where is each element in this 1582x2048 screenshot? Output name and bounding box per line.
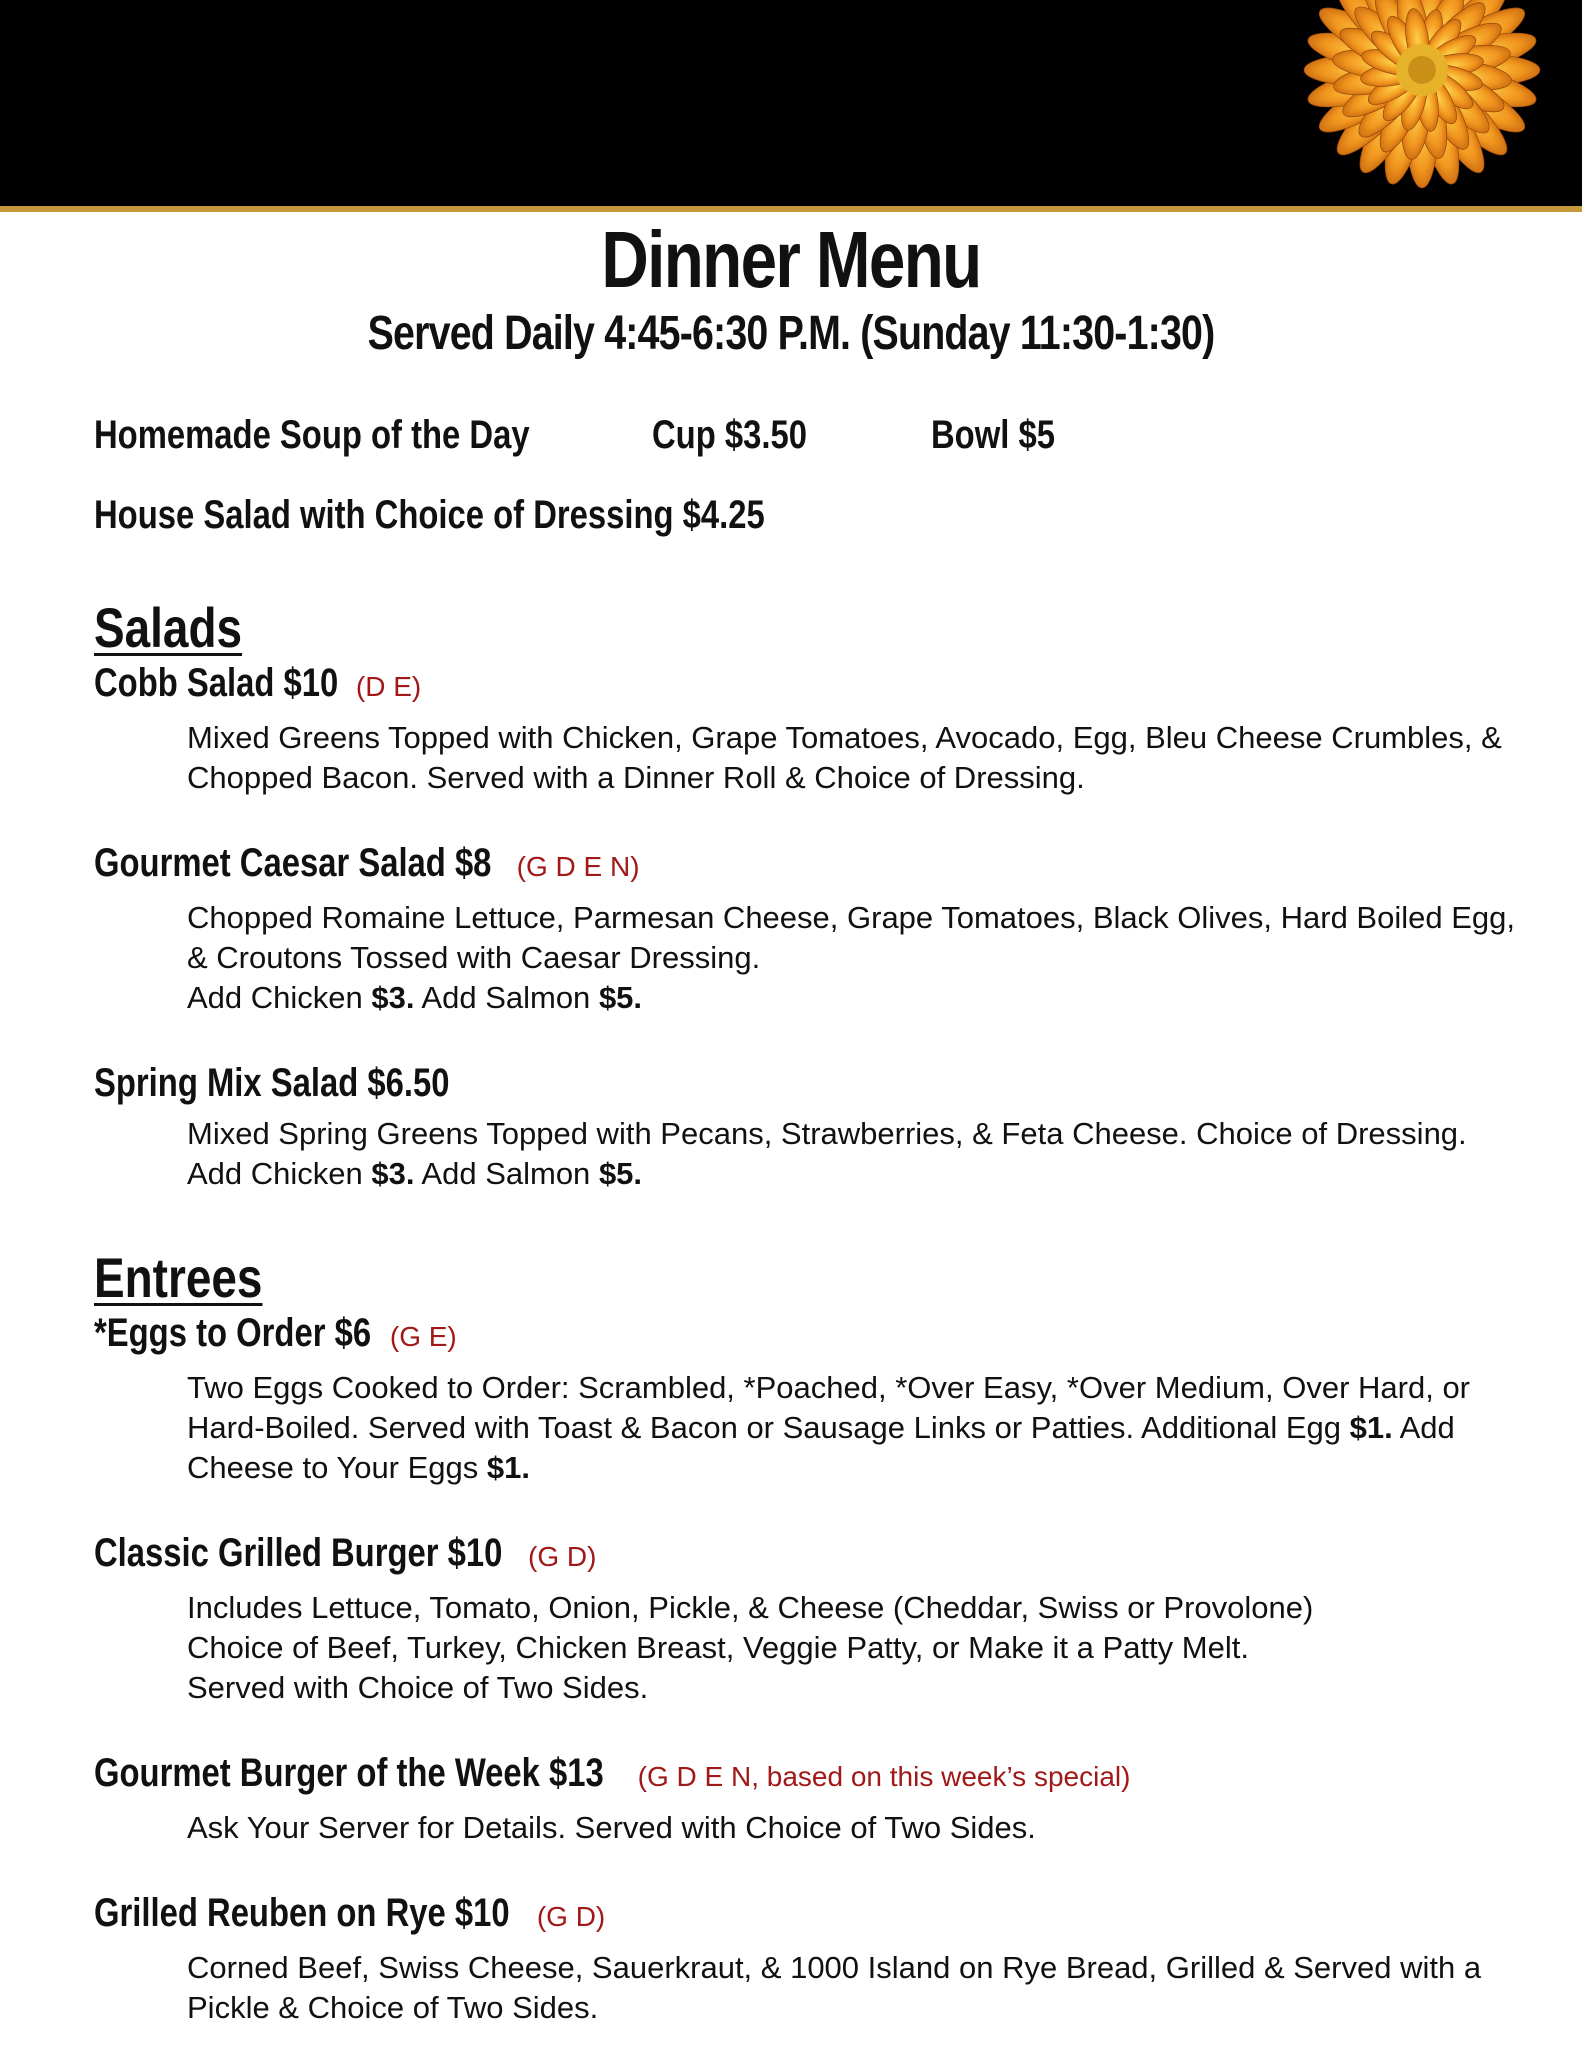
menu-item-classic-burger <box>94 1530 1514 1708</box>
house-salad-line <box>94 490 1514 540</box>
item-name: Gourmet Caesar Salad $8 <box>94 841 492 885</box>
addon-salmon-label: Add Salmon <box>421 980 591 1015</box>
item-allergens: (G D) <box>528 1541 597 1572</box>
item-allergens: (D E) <box>355 671 422 702</box>
item-description: Ask Your Server for Details. Served with Choice of Two Sides. <box>187 1810 1036 1845</box>
item-description-text: Mixed Spring Greens Topped with Pecans, Strawberries, & Feta Cheese. Choice of Dressing. <box>187 1116 1467 1151</box>
item-description <box>187 898 1517 1018</box>
item-name: Gourmet Burger of the Week $13 <box>94 1751 604 1795</box>
section-heading-salads: Salads <box>94 596 243 659</box>
item-description <box>187 1368 1517 1488</box>
item-description: Mixed Greens Topped with Chicken, Grape Tomatoes, Avocado, Egg, Bleu Cheese Crumbles, & Chopped Bacon. Served with a Dinner Roll & Choice of Dressing. <box>187 720 1502 795</box>
menu-item-spring-mix-salad <box>94 1060 1514 1194</box>
menu-item-caesar-salad <box>94 840 1514 1018</box>
item-allergens: (G E) <box>389 1321 457 1352</box>
item-allergens: (G D E N) <box>516 851 640 882</box>
menu-item-cobb-salad <box>94 660 1514 798</box>
item-name: Cobb Salad $10 <box>94 661 339 705</box>
menu-content <box>94 410 1514 2028</box>
title-block <box>0 216 1582 364</box>
item-description-line: Choice of Beef, Turkey, Chicken Breast, Veggie Patty, or Make it a Patty Melt. <box>187 1630 1249 1665</box>
house-salad-label: House Salad with Choice of Dressing $4.25 <box>94 493 765 537</box>
item-description-text: Chopped Romaine Lettuce, Parmesan Cheese, Grape Tomatoes, Black Olives, Hard Boiled Egg, & Croutons Tossed with Caesar Dressing. <box>187 900 1515 975</box>
item-allergens: (G D) <box>536 1901 606 1932</box>
flower-image <box>1292 0 1552 200</box>
item-name: Spring Mix Salad $6.50 <box>94 1061 450 1105</box>
addon-chicken-label: Add Chicken <box>187 980 363 1015</box>
menu-item-grilled-reuben <box>94 1890 1514 2028</box>
addon-chicken-price: $3. <box>371 1156 415 1191</box>
page-title: Dinner Menu <box>601 215 981 304</box>
page-subtitle: Served Daily 4:45-6:30 P.M. (Sunday 11:30-1:30) <box>367 307 1215 360</box>
item-name: *Eggs to Order $6 <box>94 1311 372 1355</box>
item-description: Corned Beef, Swiss Cheese, Sauerkraut, & 1000 Island on Rye Bread, Grilled & Served with a Pickle & Choice of Two Sides. <box>187 1950 1482 2025</box>
addon-chicken-price: $3. <box>371 980 415 1015</box>
extra-egg-price: $1. <box>1349 1410 1393 1445</box>
item-description-text: Two Eggs Cooked to Order: Scrambled, *Poached, *Over Easy, *Over Medium, Over Hard, or Hard-Boiled. Served with Toast & Bacon or Sausage Links or Patties. Additional Egg <box>187 1370 1471 1445</box>
item-allergens: (G D E N, based on this week’s special) <box>637 1761 1131 1792</box>
item-name: Grilled Reuben on Rye $10 <box>94 1891 510 1935</box>
soup-label: Homemade Soup of the Day <box>94 413 530 457</box>
item-description-line: Includes Lettuce, Tomato, Onion, Pickle, & Cheese (Cheddar, Swiss or Provolone) <box>187 1590 1314 1625</box>
addon-salmon-price: $5. <box>598 1156 643 1191</box>
menu-item-burger-of-the-week <box>94 1750 1514 1848</box>
add-cheese-price: $1. <box>486 1450 531 1485</box>
soup-bowl-price: Bowl $5 <box>931 413 1055 457</box>
soup-line <box>94 410 1514 460</box>
add-cheese-label: Add Cheese to Your Eggs <box>187 1410 1455 1485</box>
salads-section <box>94 596 1514 1194</box>
menu-item-eggs-to-order <box>94 1310 1514 1488</box>
entrees-section <box>94 1246 1514 2028</box>
item-name: Classic Grilled Burger $10 <box>94 1531 503 1575</box>
soup-cup-price: Cup $3.50 <box>652 413 807 457</box>
item-description-line: Served with Choice of Two Sides. <box>187 1670 649 1705</box>
header-band <box>0 0 1582 212</box>
item-description <box>187 1114 1517 1194</box>
section-heading-entrees: Entrees <box>94 1246 263 1309</box>
item-description <box>187 1588 1517 1708</box>
addon-salmon-price: $5. <box>598 980 643 1015</box>
addon-salmon-label: Add Salmon <box>421 1156 591 1191</box>
addon-chicken-label: Add Chicken <box>187 1156 363 1191</box>
